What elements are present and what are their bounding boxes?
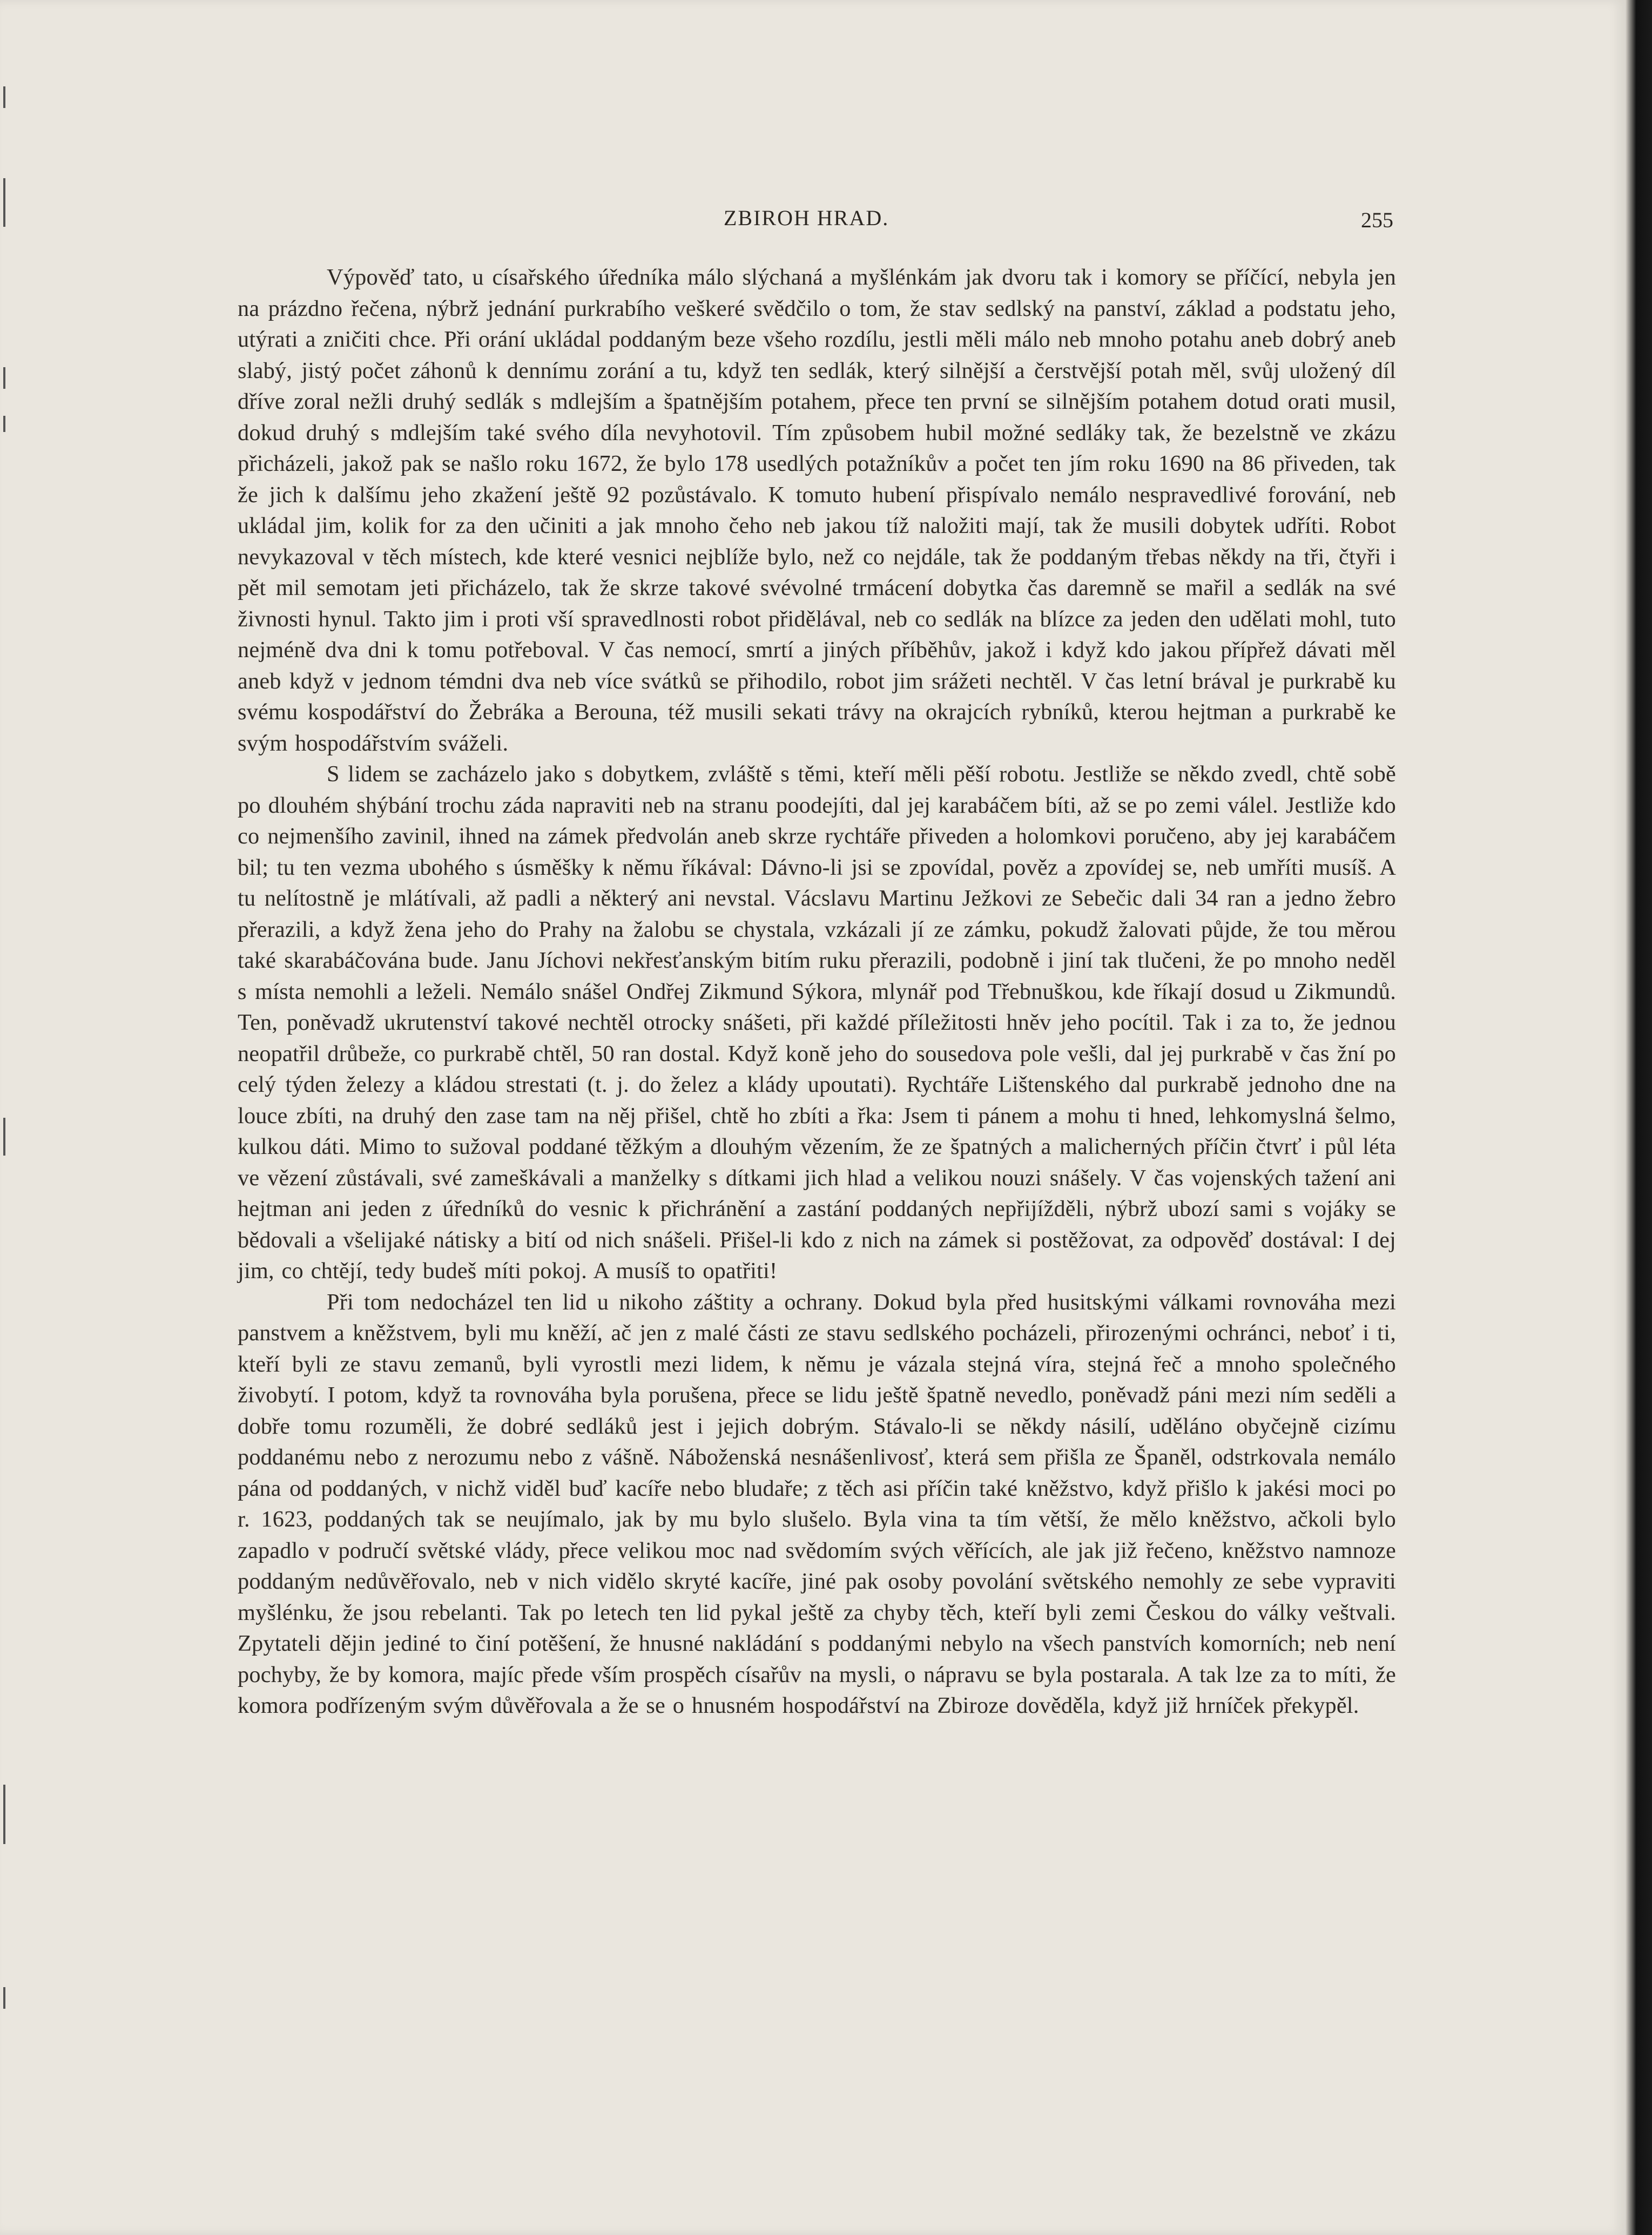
paragraph: Výpověď tato, u císařského úředníka málo slýchaná a myšlénkám jak dvoru tak i komory se příčící, nebyla jen na prázdno řečena, nýbrž jednání purkrabího veškeré svědčilo o tom, že stav sedlský na panství, základ a podstatu jeho, utýrati a zničiti chce. Při orání ukládal poddaným beze všeho rozdílu, jestli měli málo neb mnoho potahu aneb dobrý aneb slabý, jistý počet záhonů k dennímu zorání a tu, když ten sedlák, který silnější a čerstvější potah měl, svůj uložený díl dříve zoral nežli druhý sedlák s mdlejším a špatnějším potahem, přece ten první se silnějším potahem dotud orati musil, dokud druhý s mdlejším také svého díla nevyhotovil. Tím způsobem hubil možné sedláky tak, že bezelstně ve zkázu přicházeli, jakož pak se našlo roku 1672, že bylo 178 usedlých potažníkův a počet ten jím roku 1690 na 86 přiveden, tak že jich k dalšímu jeho zkažení ještě 92 pozůstávalo. K tomuto hubení přispívalo nemálo nespravedlivé forování, neb ukládal jim, kolik for za den učiniti a jak mnoho čeho neb jakou tíž naložiti mají, tak že musili dobytek udříti. Robot nevykazoval v těch místech, kde které vesnici nejblíže bylo, než co nejdále, tak že poddaným třebas někdy na tři, čtyři i pět mil semotam jeti přicházelo, tak že skrze takové svévolné trmácení dobytka čas daremně se mařil a sedlák na své živnosti hynul. Takto jim i proti vší spravedlnosti robot přidělával, neb co sedlák na blízce za jeden den udělati mohl, tuto nejméně dva dni k tomu potřeboval. V čas nemocí, smrtí a jiných příběhův, jakož i když kdo jakou přípřež dávati měl aneb když v jednom témdni dva neb více svátků se přihodilo, robot jim srážeti nechtěl. V čas letní brával je purkrabě ku svému kospodářství do Žebráka a Berouna, též musili sekati trávy na okrajcích rybníků, kterou hejtman a purkrabě ke svým hospodářstvím sváželi. xyxy=(238,265,1396,756)
margin-mark xyxy=(3,86,5,108)
margin-mark xyxy=(3,367,5,389)
margin-mark xyxy=(3,416,5,432)
margin-mark xyxy=(3,1987,5,2009)
book-spine xyxy=(1626,0,1652,2235)
paragraph: Při tom nedocházel ten lid u nikoho záštity a ochrany. Dokud byla před husitskými válkami rovnováha mezi panstvem a kněžstvem, byli mu kněží, ač jen z malé části ze stavu sedlského pocházeli, přirozenými ochránci, neboť i ti, kteří byli ze stavu zemanů, byli vyrostli mezi lidem, k němu je vázala stejná víra, stejná řeč a mnoho společného živobytí. I potom, když ta rovnováha byla porušena, přece se lidu ještě špatně nevedlo, poněvadž páni mezi ním seděli a dobře tomu rozuměli, že dobré sedláků jest i jejich dobrým. Stávalo-li se někdy násilí, uděláno obyčejně cizímu poddanému nebo z nerozumu nebo z vášně. Náboženská nesnášenlivosť, která sem přišla ze Španěl, odstrkovala nemálo pána od poddaných, v nichž viděl buď kacíře nebo bludaře; z těch asi příčin také kněžstvo, když přišlo k jakési moci po r. 1623, poddaných tak se neujímalo, jak by mu bylo slušelo. Byla vina ta tím větší, že mělo kněžstvo, ačkoli bylo zapadlo v područí světské vlády, přece velikou moc nad svědomím svých věřících, ale jak již řečeno, kněžstvo namnoze poddaným nedůvěřovalo, neb v nich vidělo skryté kacíře, jiné pak osoby povolání světského nemohly ze sebe vypraviti myšlénku, že jsou rebelanti. Tak po letech ten lid pykal ještě za chyby těch, kteří byli zemi Českou do války veštvali. Zpytateli dějin jediné to činí potěšení, že hnusné nakládání s poddanými nebylo na všech panstvích komorních; neb není pochyby, že by komora, majíc přede vším prospěch císařův na mysli, o nápravu se byla postarala. A tak lze za to míti, že komora podřízeným svým důvěřovala a že se o hnusném hospodářství na Zbiroze dověděla, když již hrníček překypěl. xyxy=(238,1289,1396,1718)
paragraph: S lidem se zacházelo jako s dobytkem, zvláště s těmi, kteří měli pěší robotu. Jestliže se někdo zvedl, chtě sobě po dlouhém shýbání trochu záda napraviti neb na stranu poodejíti, dal jej karabáčem bíti, až se po zemi válel. Jestliže kdo co nejmenšího zavinil, ihned na zámek předvolán aneb skrze rychtáře přiveden a holomkovi poručeno, aby jej karabáčem bil; tu ten vezma ubohého s úsměšky k němu říkával: Dávno-li jsi se zpovídal, pověz a zpovídej se, neb umříti musíš. A tu nelítostně je mlátívali, až padli a některý ani nevstal. Vácslavu Martinu Ježkovi ze Sebečic dali 34 ran a jedno žebro přerazili, a když žena jeho do Prahy na žalobu se chystala, vzkázali jí ze zámku, pokudž žalovati půjde, že tou měrou také skarabáčována bude. Janu Jíchovi nekřesťanským bitím ruku přerazili, podobně i jiní tak tlučeni, že po mnoho neděl s místa nemohli a leželi. Nemálo snášel Ondřej Zikmund Sýkora, mlynář pod Třebnuškou, kde říkají dosud u Zikmundů. Ten, poněvadž ukrutenství takové nechtěl otrocky snášeti, při každé příležitosti hněv jeho pocítil. Tak i za to, že jednou neopatřil drůbeže, co purkrabě chtěl, 50 ran dostal. Když koně jeho do sousedova pole vešli, dal jej purkrabě v čas žní po celý týden železy a kládou strestati (t. j. do želez a klády upoutati). Rychtáře Lištenského dal purkrabě jednoho dne na louce zbíti, na druhý den zase tam na něj přišel, chtě ho zbíti a řka: Jsem ti pánem a mohu ti hned, lehkomyslná šelmo, kulkou dáti. Mimo to sužoval poddané těžkým a dlouhým vězením, že ze špatných a malicherných příčin čtvrť i půl léta ve vězení zůstávali, své zameškávali a manželky s dítkami jich hlad a velikou nouzi snášely. V čas vojenských tažení ani hejtman ani jeden z úředníků do vesnic k přichránění a zastání poddaných nepřijížděli, nýbrž ubozí sami s vojáky se bědovali a všelijaké nátisky a bití od nich snášeli. Přišel-li kdo z nich na zámek si postěžovat, za odpověď dostával: I dej jim, co chtějí, tedy budeš míti pokoj. A musíš to opatřiti! xyxy=(238,761,1396,1284)
running-title: ZBIROH HRAD. xyxy=(724,206,889,230)
margin-mark xyxy=(3,1118,5,1156)
page-number: 255 xyxy=(1361,208,1393,232)
body-text xyxy=(238,262,1396,1721)
margin-mark xyxy=(3,1785,5,1844)
page-header xyxy=(324,205,1393,238)
margin-mark xyxy=(3,178,5,227)
